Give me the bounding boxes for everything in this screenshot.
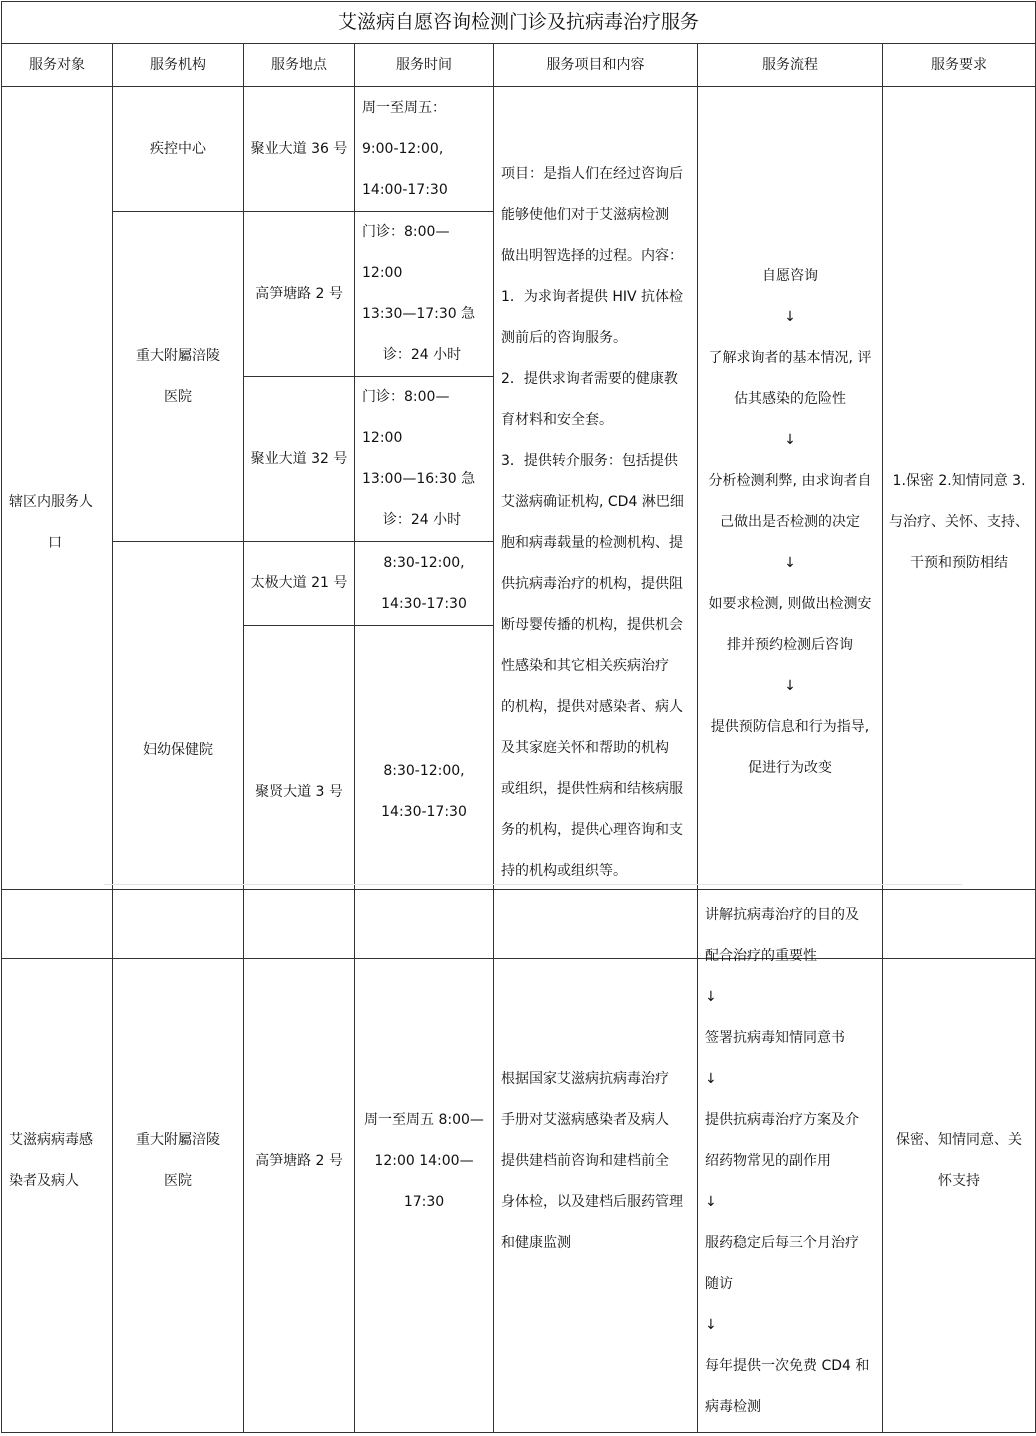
content-line: 项目：是指人们在经过咨询后 bbox=[501, 165, 683, 182]
institution-mch: 妇幼保健院 bbox=[113, 542, 244, 959]
content-line: 的机构，提供对感染者、病人 bbox=[501, 698, 683, 715]
requirement-line: 怀支持 bbox=[938, 1173, 980, 1189]
content-line: 及其家庭关怀和帮助的机构 bbox=[501, 739, 669, 756]
time-line: 14:30-17:30 bbox=[381, 595, 467, 612]
time-line: 9:00-12:00, bbox=[362, 140, 444, 157]
header-row bbox=[2, 44, 1036, 87]
time-line: 12:00 14:00— bbox=[374, 1152, 474, 1169]
service-table-2 bbox=[1, 889, 1036, 1433]
arrow-down-icon: ↓ bbox=[705, 1316, 717, 1333]
content-line: 胞和病毒载量的检测机构、提 bbox=[501, 534, 683, 551]
process-step: 自愿咨询 bbox=[762, 268, 818, 284]
content-line: 或组织，提供性病和结核病服 bbox=[501, 780, 683, 797]
requirement-line: 与治疗、关怀、支持、 bbox=[889, 514, 1030, 530]
service-process-cell bbox=[698, 890, 883, 1433]
content-line: 测前后的咨询服务。 bbox=[501, 329, 627, 346]
content-line: 务的机构，提供心理咨询和支 bbox=[501, 821, 683, 838]
service-target-cell bbox=[2, 890, 113, 1433]
institution-line: 医院 bbox=[164, 1173, 192, 1189]
process-step: 如要求检测, 则做出检测安 bbox=[708, 596, 872, 612]
content-line: 育材料和安全套。 bbox=[501, 411, 613, 428]
time-line: 8:30-12:00, bbox=[383, 554, 465, 571]
service-target-cell bbox=[2, 87, 113, 959]
service-content-cell bbox=[494, 890, 698, 1433]
time-line: 14:00-17:30 bbox=[362, 181, 448, 198]
time-line: 诊：24 小时 bbox=[382, 347, 462, 363]
institution-hospital bbox=[113, 212, 244, 542]
service-target-line: 艾滋病病毒感 bbox=[9, 1132, 93, 1148]
time-cell bbox=[355, 890, 494, 1433]
content-line: 断母婴传播的机构，提供机会 bbox=[501, 616, 683, 633]
time-cell bbox=[355, 212, 494, 377]
service-table-1 bbox=[1, 1, 1036, 959]
content-line: 供抗病毒治疗的机构，提供阻 bbox=[501, 575, 683, 592]
process-step: 排并预约检测后咨询 bbox=[727, 637, 853, 653]
content-line: 2．提供求询者需要的健康教 bbox=[501, 370, 678, 387]
table-row bbox=[2, 87, 1036, 212]
content-line: 身体检，以及建档后服药管理 bbox=[501, 1193, 683, 1210]
process-step: 随访 bbox=[705, 1275, 733, 1292]
service-target-line: 辖区内服务人 bbox=[9, 493, 93, 510]
page-title: 艾滋病自愿咨询检测门诊及抗病毒治疗服务 bbox=[2, 2, 1036, 44]
arrow-down-icon: ↓ bbox=[784, 309, 796, 325]
time-line: 周一至周五： bbox=[362, 99, 446, 116]
process-step: 讲解抗病毒治疗的目的及 bbox=[705, 906, 859, 923]
content-line: 根据国家艾滋病抗病毒治疗 bbox=[501, 1070, 669, 1087]
location-cell: 太极大道 21 号 bbox=[244, 542, 355, 626]
time-line: 诊：24 小时 bbox=[382, 512, 462, 528]
header-content: 服务项目和内容 bbox=[494, 44, 698, 87]
location-cell: 聚业大道 32 号 bbox=[244, 377, 355, 542]
process-step: 促进行为改变 bbox=[748, 760, 832, 776]
time-cell bbox=[355, 542, 494, 626]
content-line: 和健康监测 bbox=[501, 1234, 571, 1251]
time-line: 13:00—16:30 急 bbox=[362, 471, 476, 487]
table-row bbox=[2, 890, 1036, 1433]
institution-line: 重大附屬涪陵 bbox=[136, 1132, 220, 1148]
time-cell bbox=[355, 87, 494, 212]
requirement-line: 干预和预防相结 bbox=[910, 555, 1009, 571]
content-line: 持的机构或组织等。 bbox=[501, 862, 627, 879]
institution-hospital bbox=[113, 890, 244, 1433]
process-step: 分析检测利弊, 由求询者自 bbox=[708, 473, 872, 489]
service-process-cell bbox=[698, 87, 883, 959]
content-line: 能够使他们对于艾滋病检测 bbox=[501, 206, 669, 223]
content-line: 做出明智选择的过程。内容： bbox=[501, 247, 683, 264]
time-line: 门诊：8:00—12:00 bbox=[362, 389, 450, 446]
arrow-down-icon: ↓ bbox=[705, 1193, 717, 1210]
process-step: 己做出是否检测的决定 bbox=[720, 514, 860, 530]
content-line: 1．为求询者提供 HIV 抗体检 bbox=[501, 288, 684, 305]
process-step: 病毒检测 bbox=[705, 1398, 761, 1415]
process-step: 了解求询者的基本情况, 评 bbox=[708, 350, 872, 366]
arrow-down-icon: ↓ bbox=[705, 1070, 717, 1087]
location-cell: 聚业大道 36 号 bbox=[244, 87, 355, 212]
content-line: 3．提供转介服务：包括提供 bbox=[501, 452, 678, 469]
arrow-down-icon: ↓ bbox=[784, 432, 796, 448]
institution-line: 医院 bbox=[164, 388, 192, 405]
institution-cdc: 疾控中心 bbox=[113, 87, 244, 212]
content-line: 手册对艾滋病感染者及病人 bbox=[501, 1111, 669, 1128]
requirement-line: 保密、知情同意、关 bbox=[896, 1132, 1022, 1148]
header-location: 服务地点 bbox=[244, 44, 355, 87]
process-step: 提供抗病毒治疗方案及介 bbox=[705, 1111, 859, 1128]
requirement-line: 1.保密 2.知情同意 3. bbox=[892, 473, 1026, 489]
header-institution: 服务机构 bbox=[113, 44, 244, 87]
content-line: 提供建档前咨询和建档前全 bbox=[501, 1152, 669, 1169]
institution-line: 重大附屬涪陵 bbox=[136, 347, 220, 364]
time-cell bbox=[355, 377, 494, 542]
header-requirements: 服务要求 bbox=[883, 44, 1036, 87]
location-cell: 高笋塘路 2 号 bbox=[244, 212, 355, 377]
arrow-down-icon: ↓ bbox=[784, 555, 796, 571]
content-line: 性感染和其它相关疾病治疗 bbox=[501, 657, 669, 674]
service-target-line: 口 bbox=[48, 534, 62, 551]
process-step: 签署抗病毒知情同意书 bbox=[705, 1029, 845, 1046]
service-content-cell bbox=[494, 87, 698, 959]
time-line: 8:30-12:00, bbox=[383, 763, 465, 779]
time-line: 门诊：8:00—12:00 bbox=[362, 224, 450, 281]
time-line: 17:30 bbox=[403, 1193, 445, 1210]
divider bbox=[104, 884, 962, 885]
arrow-down-icon: ↓ bbox=[705, 988, 717, 1005]
process-step: 配合治疗的重要性 bbox=[705, 947, 817, 964]
service-target-line: 染者及病人 bbox=[9, 1173, 79, 1189]
time-line: 13:30—17:30 急 bbox=[362, 306, 476, 322]
process-step: 服药稳定后每三个月治疗 bbox=[705, 1234, 859, 1251]
process-step: 提供预防信息和行为指导, bbox=[710, 719, 870, 735]
process-step: 绍药物常见的副作用 bbox=[705, 1152, 831, 1169]
process-step: 估其感染的危险性 bbox=[734, 391, 846, 407]
time-line: 周一至周五 8:00— bbox=[364, 1111, 484, 1128]
location-cell: 高笋塘路 2 号 bbox=[244, 890, 355, 1433]
location-cell: 聚贤大道 3 号 bbox=[244, 626, 355, 959]
process-step: 每年提供一次免费 CD4 和 bbox=[705, 1357, 870, 1374]
content-line: 艾滋病确证机构, CD4 淋巴细 bbox=[501, 493, 684, 510]
header-target: 服务对象 bbox=[2, 44, 113, 87]
header-process: 服务流程 bbox=[698, 44, 883, 87]
service-requirements-cell bbox=[883, 890, 1036, 1433]
time-line: 14:30-17:30 bbox=[381, 804, 467, 820]
header-time: 服务时间 bbox=[355, 44, 494, 87]
arrow-down-icon: ↓ bbox=[784, 678, 796, 694]
service-requirements-cell bbox=[883, 87, 1036, 959]
